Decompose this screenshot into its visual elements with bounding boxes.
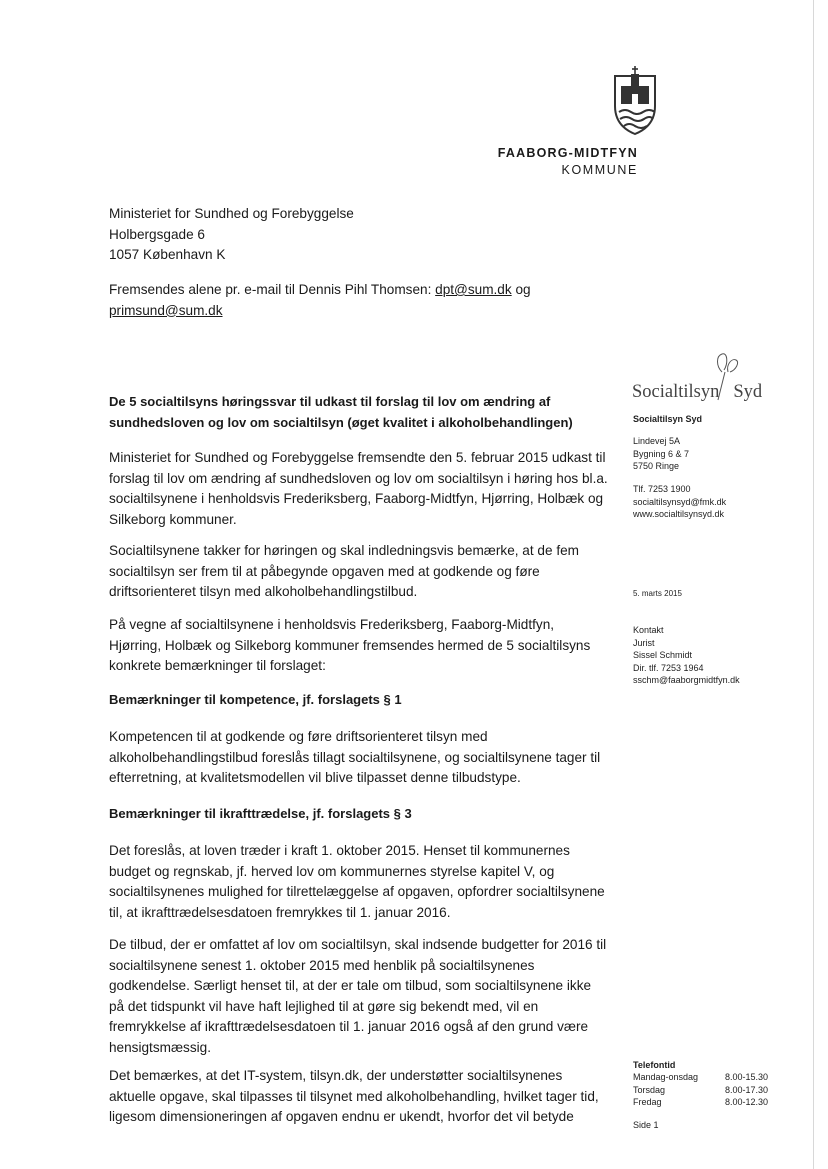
contact-email: socialtilsynsyd@fmk.dk: [633, 496, 727, 507]
paragraph: [109, 1066, 609, 1128]
letter-date: 5. marts 2015: [633, 589, 682, 598]
text-line: aktuelle opgave, skal tilpasses til tilsynet med alkoholbehandling, hvilket tager tid,: [109, 1088, 599, 1104]
address-line: Lindevej 5A: [633, 436, 681, 446]
phone-number: Tlf. 7253 1900: [633, 484, 691, 494]
text-line: Kompetencen til at godkende og føre driftsorienteret tilsyn med: [109, 729, 488, 744]
paragraph: [109, 541, 609, 603]
sidebar-contact-info: [633, 483, 726, 521]
text-line: Silkeborg kommuner.: [109, 511, 237, 527]
section-heading: Bemærkninger til kompetence, jf. forslagets § 1: [109, 692, 402, 707]
logo-text-sub: Syd: [733, 382, 763, 402]
kommune-name-line2: KOMMUNE: [561, 163, 638, 177]
text-line: ligesom dimensioneringen af opgaven endnu er ukendt, hvorfor det vil betyde: [109, 1109, 574, 1125]
website: www.socialtilsynsyd.dk: [633, 509, 725, 519]
text-line: efterretning, at kvalitetsmodellen vil blive tilpasset denne tilbudstype.: [109, 770, 521, 786]
text-line: på det tidspunkt vil have haft lejlighed til at gøre sig bekendt med, vil en: [109, 998, 539, 1014]
phone-hours-time: 8.00-12.30: [724, 1097, 768, 1107]
sidebar-contact-person: [633, 624, 740, 687]
text-line: forslag til lov om ændring af sundhedsloven og lov om socialtilsyn i høring hos bl.a.: [109, 470, 608, 486]
text-line: driftsorienteret tilsyn med alkoholbehandlingstilbud.: [109, 584, 418, 600]
contact-line: Sissel Schmidt: [633, 650, 693, 660]
phone-hours-row: [633, 1084, 768, 1097]
text-line: Det foreslås, at loven træder i kraft 1. oktober 2015. Henset til kommunernes: [109, 843, 570, 858]
sent-note-prefix: Fremsendes alene pr. e-mail til Dennis Pihl Thomsen:: [109, 282, 436, 297]
paragraph: [109, 448, 609, 530]
contact-line: Dir. tlf. 7253 1964: [633, 662, 704, 673]
subject-line: De 5 socialtilsyns høringssvar til udkast til forslag til lov om ændring af: [109, 394, 551, 409]
text-line: godkendelse. Særligt henset til, at der er tale om tilbud, som socialtilsynene ikke: [109, 978, 592, 994]
text-line: fremrykkelse af ikrafttrædelsesdatoen til 1. januar 2016 også af den grund være: [109, 1019, 589, 1035]
email-link[interactable]: dpt@sum.dk: [435, 282, 512, 297]
text-line: hensigtsmæssig.: [109, 1039, 211, 1055]
phone-hours-table: [633, 1071, 768, 1109]
text-line: socialtilsyn ser frem til at påbegynde opgaven med at godkende og føre: [109, 563, 540, 579]
sidebar-org: Socialtilsyn Syd: [633, 414, 703, 424]
subject-heading: [109, 392, 609, 433]
sidebar-address: [633, 435, 689, 473]
contact-heading: Kontakt: [633, 625, 664, 635]
text-line: Socialtilsynene takker for høringen og skal indledningsvis bemærke, at de fem: [109, 543, 579, 558]
text-line: alkoholbehandlingstilbud foreslås tillagt socialtilsynene, og socialtilsynene tager til: [109, 749, 601, 765]
sent-note: [109, 280, 599, 321]
coat-of-arms-logo: [611, 66, 659, 136]
page-edge-line: [813, 0, 814, 1169]
sent-note-mid: og: [511, 282, 531, 297]
address-line: Bygning 6 & 7: [633, 448, 690, 459]
phone-hours-day: Torsdag: [633, 1084, 666, 1095]
contact-line: sschm@faaborgmidtfyn.dk: [633, 675, 740, 685]
phone-hours-heading: Telefontid: [633, 1060, 676, 1070]
text-line: til, at ikrafttrædelsesdatoen fremrykkes til 1. januar 2016.: [109, 904, 451, 920]
paragraph: [109, 935, 609, 1059]
phone-hours-row: [633, 1096, 768, 1109]
kommune-name-line1: FAABORG-MIDTFYN: [497, 146, 638, 160]
phone-hours-day: Mandag-onsdag: [633, 1072, 699, 1082]
text-line: socialtilsynenes mulighed for tilrettelæggelse af opgaven, opfordrer socialtilsynene: [109, 884, 605, 900]
recipient-line: 1057 København K: [109, 247, 226, 263]
paragraph: [109, 727, 609, 789]
text-line: socialtilsynene senest 1. oktober 2015 med henblik på socialtilsynenes: [109, 957, 535, 973]
socialtilsyn-syd-logo: [630, 350, 763, 410]
text-line: De tilbud, der er omfattet af lov om socialtilsyn, skal indsende budgetter for 2016 til: [109, 937, 607, 952]
address-line: 5750 Ringe: [633, 461, 680, 471]
page-number: Side 1: [633, 1120, 659, 1130]
text-line: Det bemærkes, at det IT-system, tilsyn.dk, der understøtter socialtilsynenes: [109, 1068, 563, 1083]
phone-hours-time: 8.00-17.30: [724, 1084, 768, 1095]
email-link[interactable]: primsund@sum.dk: [109, 302, 223, 318]
logo-text-main: Socialtilsyn: [632, 382, 720, 402]
text-line: På vegne af socialtilsynene i henholdsvis Frederiksberg, Faaborg-Midtfyn,: [109, 617, 555, 632]
text-line: konkrete bemærkninger til forslaget:: [109, 658, 326, 674]
phone-hours-day: Fredag: [633, 1097, 662, 1107]
text-line: socialtilsynene i henholdsvis Frederiksberg, Faaborg-Midtfyn, Hjørring, Holbæk og: [109, 491, 604, 507]
paragraph: [109, 841, 609, 923]
phone-hours-row: [633, 1071, 768, 1084]
section-heading: Bemærkninger til ikrafttrædelse, jf. forslagets § 3: [109, 806, 412, 821]
text-line: Hjørring, Holbæk og Silkeborg kommuner fremsendes hermed de 5 socialtilsyns: [109, 637, 591, 653]
phone-hours-time: 8.00-15.30: [724, 1072, 768, 1082]
text-line: Ministeriet for Sundhed og Forebyggelse fremsendte den 5. februar 2015 udkast til: [109, 450, 606, 465]
recipient-line: Ministeriet for Sundhed og Forebyggelse: [109, 206, 354, 221]
recipient-address: [109, 204, 509, 266]
contact-line: Jurist: [633, 637, 655, 648]
recipient-line: Holbergsgade 6: [109, 226, 205, 242]
text-line: budget og regnskab, jf. herved lov om kommunernes styrelse kapitel V, og: [109, 863, 555, 879]
subject-line: sundhedsloven og lov om socialtilsyn (øget kvalitet i alkoholbehandlingen): [109, 414, 573, 430]
paragraph: [109, 615, 609, 677]
